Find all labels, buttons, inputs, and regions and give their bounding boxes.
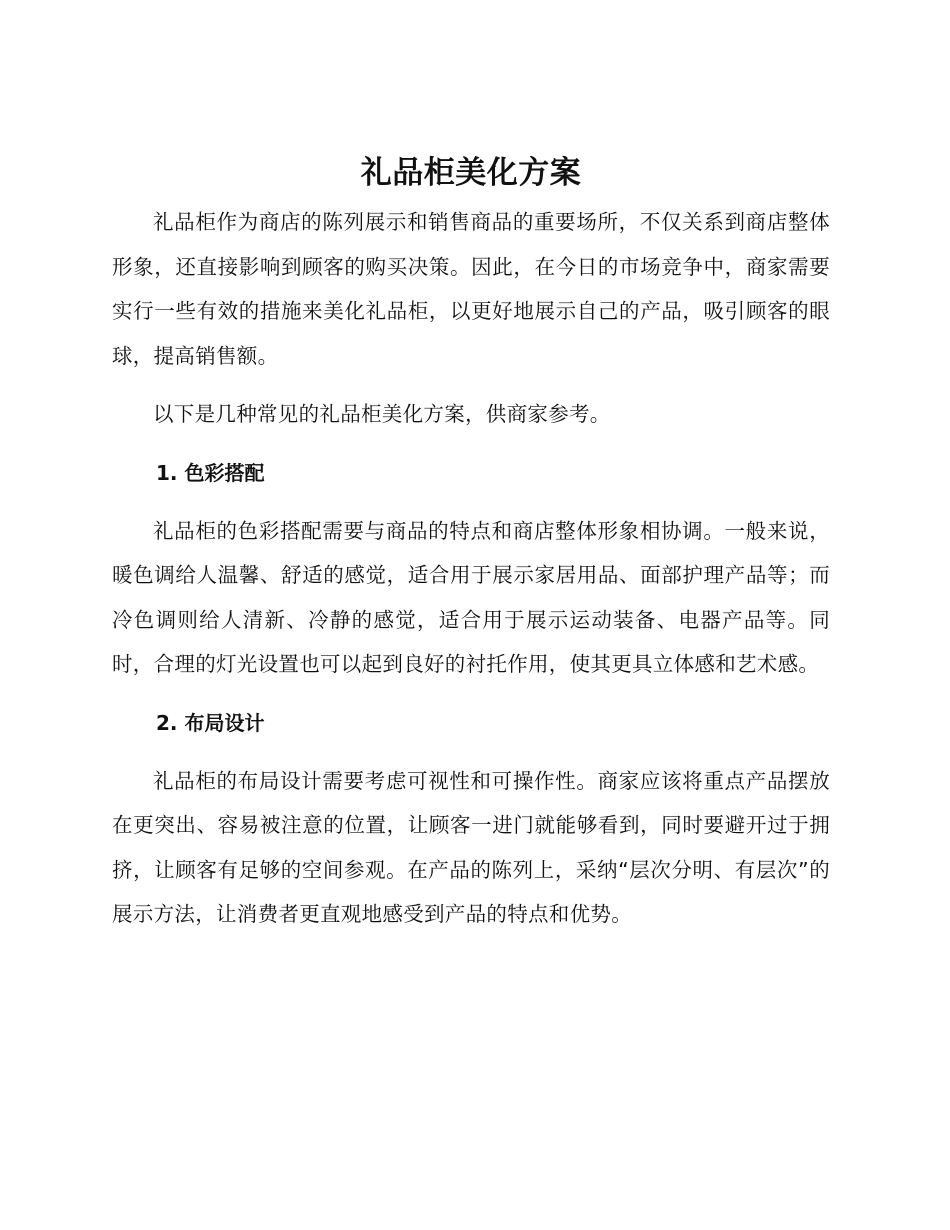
paragraph-gap (112, 495, 830, 509)
paragraph-gap (112, 745, 830, 759)
section-body-layout: 礼品柜的布局设计需要考虑可视性和可操作性。商家应该将重点产品摆放在更突出、容易被注意的位置，让顾客一进门就能够看到，同时要避开过于拥挤，让顾客有足够的空间参观。在产品的陈列上，采纳“层次分明、有层次”的展示方法，让消费者更直观地感受到产品的特点和优势。 (112, 768, 830, 926)
section-heading-layout: 2. 布局设计 (156, 710, 265, 735)
paragraph-gap (112, 437, 830, 451)
paragraph-gap (112, 687, 830, 701)
document-title: 礼品柜美化方案 (360, 155, 582, 191)
document-page (112, 150, 830, 937)
paragraph-gap (112, 378, 830, 392)
intro-paragraph: 礼品柜作为商店的陈列展示和销售商品的重要场所，不仅关系到商店整体形象，还直接影响到顾客的购买决策。因此，在今日的市场竞争中，商家需要实行一些有效的措施来美化礼品柜，以更好地展示自己的产品，吸引顾客的眼球，提高销售额。 (112, 210, 830, 368)
section-heading-color: 1. 色彩搭配 (156, 460, 265, 485)
lead-paragraph: 以下是几种常见的礼品柜美化方案，供商家参考。 (153, 402, 611, 426)
section-body-color: 礼品柜的色彩搭配需要与商品的特点和商店整体形象相协调。一般来说，暖色调给人温馨、舒适的感觉，适合用于展示家居用品、面部护理产品等；而冷色调则给人清新、冷静的感觉，适合用于展示运动装备、电器产品等。同时，合理的灯光设置也可以起到良好的衬托作用，使其更具立体感和艺术感。 (112, 518, 830, 676)
